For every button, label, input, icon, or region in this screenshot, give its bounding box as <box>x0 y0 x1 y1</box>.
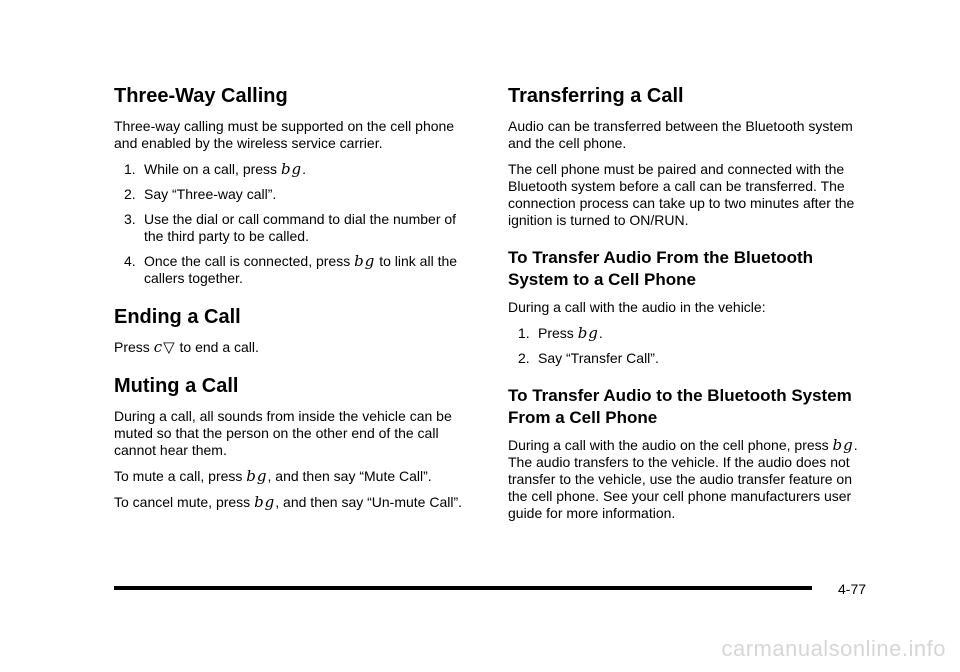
list-item <box>508 325 873 342</box>
mute-instruction <box>114 468 479 485</box>
step-text: Say “Transfer Call”. <box>538 350 659 366</box>
list-item <box>508 350 873 367</box>
transfer-to-phone-intro: During a call with the audio in the vehicle: <box>508 299 766 315</box>
transferring-para-1: Audio can be transferred between the Bluetooth system and the cell phone. <box>508 118 853 151</box>
phone-button-icon: bg <box>354 252 376 270</box>
ending-a-call-heading: Ending a Call <box>114 306 241 328</box>
step-text: Press <box>538 325 578 341</box>
step-number: 1. <box>518 325 530 341</box>
step-number: 2. <box>124 186 136 202</box>
transferring-para-2: The cell phone must be paired and connected with the Bluetooth system before a call can be transferred. The connection process can take up to two minutes after the ignition is turned to ON/RUN. <box>508 161 855 228</box>
step-number: 1. <box>124 161 136 177</box>
page-number: 4-77 <box>838 581 867 597</box>
list-item <box>114 161 479 178</box>
transfer-text-end: . The audio transfers to the vehicle. If the audio does not transfer to the vehicle, use the audio transfer feature on the cell phone. See your cell phone manufacturers user guide for more information. <box>508 437 858 521</box>
step-number: 3. <box>124 211 136 227</box>
step-text: Say “Three-way call”. <box>144 186 277 202</box>
phone-button-icon: bg <box>246 467 268 485</box>
ending-text-start: Press <box>114 339 154 355</box>
phone-button-icon: bg <box>254 493 276 511</box>
step-text-end: . <box>302 161 307 177</box>
step-text-end: . <box>598 325 603 341</box>
ending-text-end: to end a call. <box>175 339 259 355</box>
muting-a-call-heading: Muting a Call <box>114 375 239 397</box>
step-number: 2. <box>518 350 530 366</box>
step-number: 4. <box>124 253 136 269</box>
transfer-text-start: During a call with the audio on the cell phone, press <box>508 437 833 453</box>
ending-text <box>114 339 479 356</box>
footer-rule <box>114 586 812 590</box>
muting-intro: During a call, all sounds from inside the vehicle can be muted so that the person on the other end of the call cannot hear them. <box>114 408 452 458</box>
watermark: carmanualsonline.info <box>721 636 946 661</box>
three-way-intro: Three-way calling must be supported on the cell phone and enabled by the wireless service carrier. <box>114 118 455 151</box>
phone-button-icon: bg <box>832 436 854 454</box>
step-text: Once the call is connected, press <box>144 253 355 269</box>
transfer-to-system-text <box>508 437 873 522</box>
transfer-to-system-heading: To Transfer Audio to the Bluetooth System From a Cell Phone <box>508 386 852 427</box>
cancel-mute-instruction <box>114 494 479 511</box>
transfer-to-phone-steps <box>508 325 873 367</box>
mute-text-start: To mute a call, press <box>114 468 247 484</box>
step-text: While on a call, press <box>144 161 281 177</box>
step-text-end: to link all the callers together. <box>144 253 458 286</box>
end-call-icon: c▽ <box>153 338 176 356</box>
right-column <box>508 84 873 531</box>
cancel-text-end: , and then say “Un-mute Call”. <box>275 494 463 510</box>
list-item <box>114 211 479 245</box>
left-column <box>114 84 479 520</box>
transferring-a-call-heading: Transferring a Call <box>508 85 684 107</box>
mute-text-end: , and then say “Mute Call”. <box>267 468 432 484</box>
cancel-text-start: To cancel mute, press <box>114 494 255 510</box>
phone-button-icon: bg <box>280 160 303 178</box>
three-way-calling-heading: Three-Way Calling <box>114 85 288 107</box>
three-way-steps <box>114 161 479 287</box>
transfer-to-phone-heading: To Transfer Audio From the Bluetooth System to a Cell Phone <box>508 248 814 289</box>
phone-button-icon: bg <box>577 324 599 342</box>
list-item <box>114 253 479 287</box>
step-text: Use the dial or call command to dial the number of the third party to be called. <box>144 211 457 244</box>
list-item <box>114 186 479 203</box>
